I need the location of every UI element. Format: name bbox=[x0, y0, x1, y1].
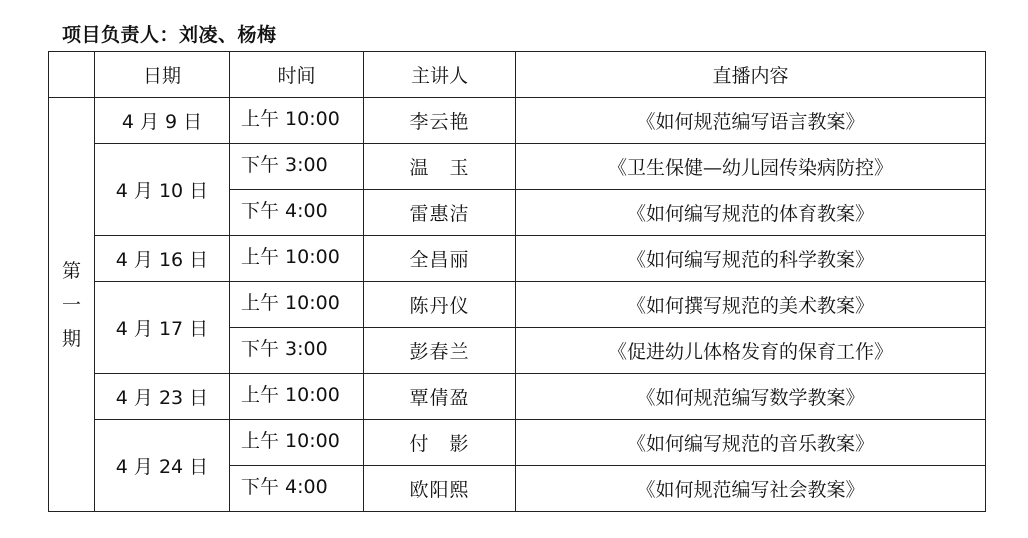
time-text: 下午 4:00 bbox=[241, 200, 328, 222]
date-cell: 4 月 23 日 bbox=[95, 374, 230, 420]
table-row bbox=[49, 236, 986, 282]
table-row bbox=[49, 374, 986, 420]
time-cell bbox=[230, 466, 364, 512]
content-cell: 《如何撰写规范的美术教案》 bbox=[516, 282, 986, 328]
speaker-cell: 彭春兰 bbox=[364, 328, 516, 374]
date-cell: 4 月 16 日 bbox=[95, 236, 230, 282]
table-row bbox=[49, 144, 986, 190]
table-row bbox=[49, 420, 986, 466]
time-text: 上午 10:00 bbox=[241, 108, 340, 130]
time-cell bbox=[230, 190, 364, 236]
content-cell: 《促进幼儿体格发育的保育工作》 bbox=[516, 328, 986, 374]
content-cell: 《如何规范编写社会教案》 bbox=[516, 466, 986, 512]
time-cell bbox=[230, 282, 364, 328]
time-cell bbox=[230, 98, 364, 144]
content-cell: 《如何编写规范的体育教案》 bbox=[516, 190, 986, 236]
period-char: 一 bbox=[61, 293, 81, 316]
time-text: 下午 3:00 bbox=[241, 338, 328, 360]
time-cell bbox=[230, 374, 364, 420]
content-cell: 《如何规范编写数学教案》 bbox=[516, 374, 986, 420]
table-header-row bbox=[49, 52, 986, 98]
header-period bbox=[49, 52, 95, 98]
time-cell bbox=[230, 328, 364, 374]
header-time: 时间 bbox=[230, 52, 364, 98]
date-cell: 4 月 10 日 bbox=[95, 144, 230, 236]
speaker-cell: 付 影 bbox=[364, 420, 516, 466]
content-cell: 《如何规范编写语言教案》 bbox=[516, 98, 986, 144]
table-row bbox=[49, 282, 986, 328]
date-cell: 4 月 24 日 bbox=[95, 420, 230, 512]
header-content: 直播内容 bbox=[516, 52, 986, 98]
speaker-cell: 温 玉 bbox=[364, 144, 516, 190]
time-text: 下午 3:00 bbox=[241, 154, 328, 176]
period-cell bbox=[49, 98, 95, 512]
header-date: 日期 bbox=[95, 52, 230, 98]
content-cell: 《如何编写规范的音乐教案》 bbox=[516, 420, 986, 466]
period-char: 第 bbox=[61, 259, 81, 282]
time-text: 上午 10:00 bbox=[241, 246, 340, 268]
speaker-cell: 覃倩盈 bbox=[364, 374, 516, 420]
time-text: 下午 4:00 bbox=[241, 476, 328, 498]
content-cell: 《卫生保健—幼儿园传染病防控》 bbox=[516, 144, 986, 190]
time-text: 上午 10:00 bbox=[241, 430, 340, 452]
date-cell: 4 月 9 日 bbox=[95, 98, 230, 144]
time-cell bbox=[230, 420, 364, 466]
content-cell: 《如何编写规范的科学教案》 bbox=[516, 236, 986, 282]
time-text: 上午 10:00 bbox=[241, 384, 340, 406]
speaker-cell: 陈丹仪 bbox=[364, 282, 516, 328]
date-cell: 4 月 17 日 bbox=[95, 282, 230, 374]
speaker-cell: 欧阳熙 bbox=[364, 466, 516, 512]
time-cell bbox=[230, 144, 364, 190]
speaker-cell: 全昌丽 bbox=[364, 236, 516, 282]
live-schedule-table bbox=[48, 51, 986, 512]
project-leader-heading: 项目负责人：刘凌、杨梅 bbox=[62, 24, 277, 46]
speaker-cell: 李云艳 bbox=[364, 98, 516, 144]
table-row bbox=[49, 98, 986, 144]
speaker-cell: 雷惠洁 bbox=[364, 190, 516, 236]
time-text: 上午 10:00 bbox=[241, 292, 340, 314]
period-char: 期 bbox=[61, 327, 81, 350]
time-cell bbox=[230, 236, 364, 282]
header-speaker: 主讲人 bbox=[364, 52, 516, 98]
